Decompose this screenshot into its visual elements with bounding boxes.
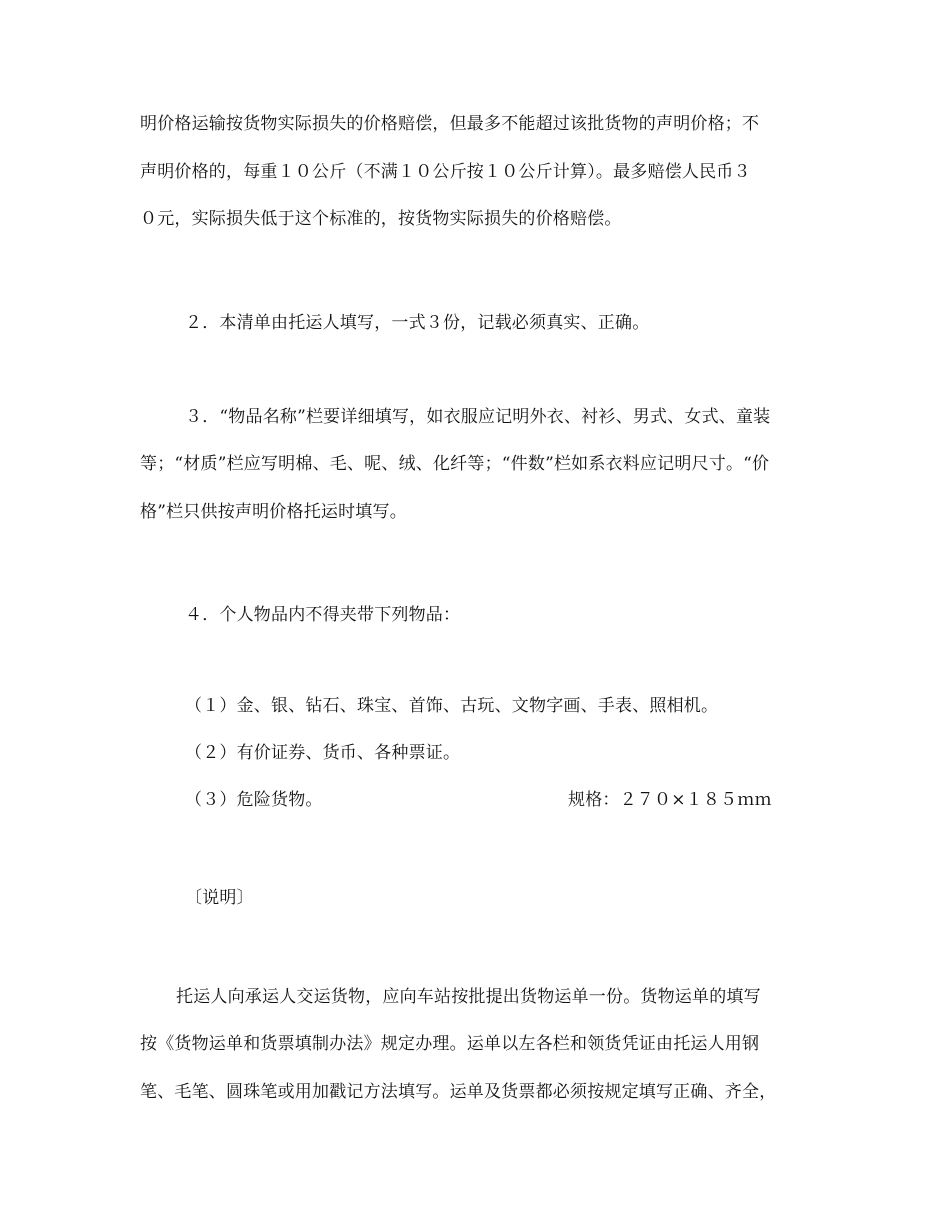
- paragraph-1-line-1: 明价格运输按货物实际损失的价格赔偿，但最多不能超过该批货物的声明价格；不: [140, 114, 760, 134]
- paragraph-4-line-1: ４．个人物品内不得夹带下列物品：: [185, 605, 461, 625]
- explanation-heading: 〔说明〕: [185, 888, 254, 908]
- prohibited-item-1: （１）金、银、钻石、珠宝、首饰、古玩、文物字画、手表、照相机。: [185, 696, 719, 716]
- paragraph-3-line-1: ３．“物品名称”栏要详细填写，如衣服应记明外衣、衬衫、男式、女式、童装: [185, 407, 771, 427]
- explanation-line-1: 托运人向承运人交运货物，应向车站按批提出货物运单一份。货物运单的填写: [176, 987, 761, 1007]
- paragraph-1-line-2: 声明价格的，每重１０公斤（不满１０公斤按１０公斤计算）。最多赔偿人民币３: [140, 162, 751, 182]
- paragraph-1-line-3: ０元，实际损失低于这个标准的，按货物实际损失的价格赔偿。: [140, 209, 622, 229]
- prohibited-item-3: （３）危险货物。: [185, 790, 323, 810]
- paragraph-3-line-2: 等；“材质”栏应写明棉、毛、呢、绒、化纤等；“件数”栏如系衣料应记明尺寸。“价: [140, 454, 770, 474]
- specification-text: 规格：２７０×１８５ｍｍ: [568, 790, 772, 810]
- explanation-line-3: 笔、毛笔、圆珠笔或用加戳记方法填写。运单及货票都必须按规定填写正确、齐全，: [140, 1082, 777, 1102]
- paragraph-3-line-3: 格”栏只供按声明价格托运时填写。: [140, 502, 407, 522]
- paragraph-2-line-1: ２．本清单由托运人填写，一式３份，记载必须真实、正确。: [185, 313, 650, 333]
- explanation-line-2: 按《货物运单和货票填制办法》规定办理。运单以左各栏和领货凭证由托运人用钢: [140, 1034, 760, 1054]
- prohibited-item-2: （２）有价证券、货币、各种票证。: [185, 743, 461, 763]
